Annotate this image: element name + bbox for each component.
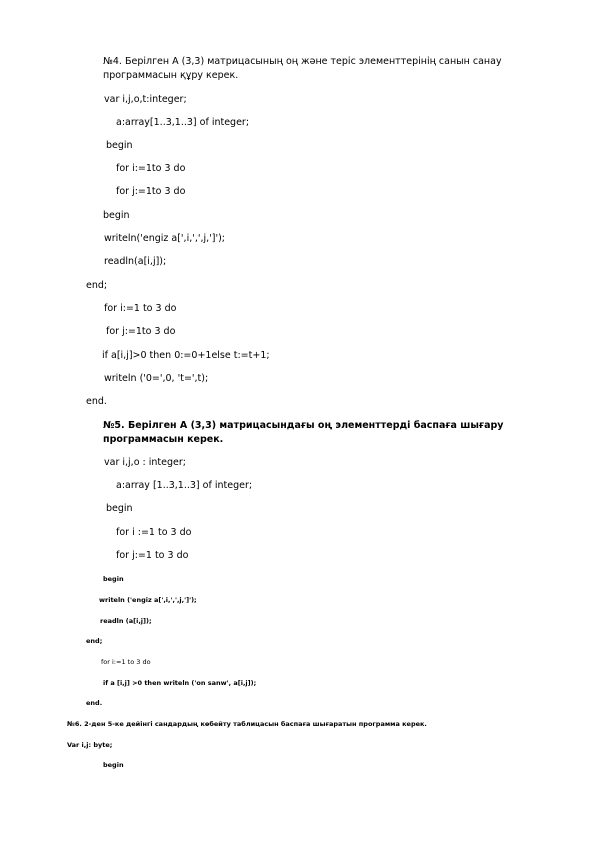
code-line: readln(a[i,j]);: [104, 256, 167, 267]
code-line: writeln ('engiz a[',i,',',j,']');: [99, 596, 197, 604]
code-line: a:array[1..3,1..3] of integer;: [116, 117, 250, 128]
code-line: if a[i,j]>0 then 0:=0+1else t:=t+1;: [102, 350, 270, 361]
code-line: for j:=1to 3 do: [116, 186, 186, 197]
code-line: begin: [103, 210, 130, 221]
code-line: var i,j,o : integer;: [104, 457, 186, 468]
code-line: for i:=1 to 3 do: [104, 303, 177, 314]
code-line: begin: [106, 503, 133, 514]
task4-title-line2: программасын құру керек.: [103, 70, 239, 81]
code-line: end;: [86, 280, 108, 291]
code-line: end.: [86, 699, 103, 707]
task4-title-line1: №4. Берілген А (3,3) матрицасының оң және теріс элементтерінің санын санау: [103, 56, 502, 67]
code-line: begin: [106, 140, 133, 151]
code-line: end;: [86, 637, 103, 645]
code-line: for i :=1 to 3 do: [116, 527, 192, 538]
code-line: var i,j,o,t:integer;: [104, 94, 187, 105]
code-line: for i:=1to 3 do: [116, 163, 186, 174]
code-line: writeln ('0=',0, 't=',t);: [104, 373, 209, 384]
code-line: begin: [103, 575, 124, 583]
task6-title: №6. 2-ден 5-ке дейінгі сандардың көбейту таблицасын баспаға шығаратын программа керек.: [67, 720, 427, 728]
code-line: readln (a[i,j]);: [100, 617, 152, 625]
code-line: end.: [86, 396, 107, 407]
code-line: a:array [1..3,1..3] of integer;: [116, 480, 253, 491]
code-line: for j:=1to 3 do: [106, 326, 176, 337]
code-line: Var i,j: byte;: [67, 741, 113, 749]
code-line: begin: [103, 761, 124, 769]
task5-title-line2: программасын керек.: [103, 434, 224, 445]
task5-title-line1: №5. Берілген А (3,3) матрицасындағы оң элементтерді баспаға шығару: [103, 420, 504, 431]
code-line: writeln('engiz a[',i,',',j,']');: [104, 233, 225, 244]
code-line: for j:=1 to 3 do: [116, 550, 189, 561]
code-line: for i:=1 to 3 do: [101, 658, 151, 666]
code-line: if a [i,j] >0 then writeln ('on sanw', a[i,j]);: [103, 679, 257, 687]
